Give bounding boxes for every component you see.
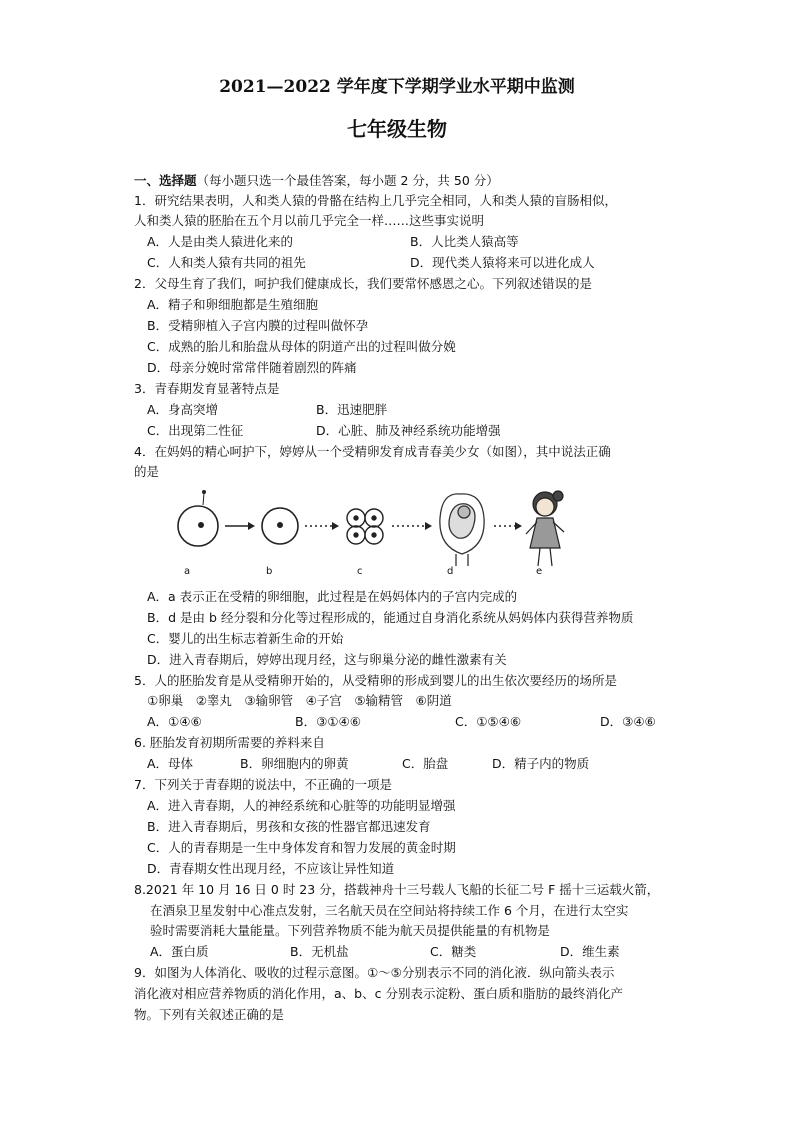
zygote-figure bbox=[262, 508, 298, 544]
fetus-figure bbox=[440, 494, 484, 566]
q2-stem: 2．父母生育了我们，呵护我们健康成长，我们要常怀感恩之心。下列叙述错误的是 bbox=[134, 276, 592, 291]
q8-option-b: B．无机盐 bbox=[290, 944, 349, 959]
figure-label-a: a bbox=[184, 566, 191, 577]
q5-option-a: A．①④⑥ bbox=[147, 714, 202, 729]
q5-option-d: D．③④⑥ bbox=[600, 714, 656, 729]
q7-option-b: B．进入青春期后，男孩和女孩的性器官都迅速发育 bbox=[147, 819, 431, 834]
q3-option-d: D．心脏、肺及神经系统功能增强 bbox=[316, 423, 501, 438]
q2-option-c: C．成熟的胎儿和胎盘从母体的阴道产出的过程叫做分娩 bbox=[147, 339, 456, 354]
q8-option-c: C．糖类 bbox=[430, 944, 477, 959]
arrow-dotted-1 bbox=[305, 522, 339, 530]
q5-items: ①卵巢 ②睾丸 ③输卵管 ④子宫 ⑤输精管 ⑥阴道 bbox=[147, 693, 452, 708]
q5-option-b: B．③①④⑥ bbox=[295, 714, 361, 729]
q1-option-d: D．现代类人猿将来可以进化成人 bbox=[410, 255, 595, 270]
q2-option-d: D．母亲分娩时常常伴随着剧烈的阵痛 bbox=[147, 360, 357, 375]
q8-stem-1: 8.2021 年 10 月 16 日 0 时 23 分，搭载神舟十三号载人飞船的长征二号 F 摇十三运载火箭， bbox=[134, 882, 660, 897]
section-heading-line bbox=[134, 172, 499, 190]
q5-stem: 5．人的胚胎发育是从受精卵开始的，从受精卵的形成到婴儿的出生依次要经历的场所是 bbox=[134, 673, 617, 688]
arrow-dotted-3 bbox=[494, 522, 522, 530]
q3-option-b: B．迅速肥胖 bbox=[316, 402, 388, 417]
q4-option-a: A．a 表示正在受精的卵细胞，此过程是在妈妈体内的子宫内完成的 bbox=[147, 589, 518, 604]
q6-option-b: B．卵细胞内的卵黄 bbox=[240, 756, 349, 771]
q3-option-c: C．出现第二性征 bbox=[147, 423, 244, 438]
q6-option-a: A．母体 bbox=[147, 756, 194, 771]
q8-option-d: D．维生素 bbox=[560, 944, 620, 959]
q7-option-a: A．进入青春期，人的神经系统和心脏等的功能明显增强 bbox=[147, 798, 456, 813]
q5-option-c: C．①⑤④⑥ bbox=[455, 714, 522, 729]
q6-stem: 6. 胚胎发育初期所需要的养料来自 bbox=[134, 735, 325, 750]
q4-option-b: B．d 是由 b 经分裂和分化等过程形成的，能通过自身消化系统从妈妈体内获得营养物质 bbox=[147, 610, 634, 625]
q2-option-a: A．精子和卵细胞都是生殖细胞 bbox=[147, 297, 319, 312]
q1-option-a: A．人是由类人猿进化来的 bbox=[147, 234, 294, 249]
q6-option-c: C．胎盘 bbox=[402, 756, 449, 771]
figure-label-d: d bbox=[447, 566, 454, 577]
exam-title: 2021—2022 学年度下学期学业水平期中监测 bbox=[219, 77, 575, 97]
q1-stem-1: 1．研究结果表明，人和类人猿的骨骼在结构上几乎完全相同，人和类人猿的盲肠相似， bbox=[134, 193, 617, 208]
figure-label-c: c bbox=[357, 566, 363, 577]
q4-option-d: D．进入青春期后，婷婷出现月经，这与卵巢分泌的雌性激素有关 bbox=[147, 652, 507, 667]
q3-option-a: A．身高突增 bbox=[147, 402, 219, 417]
section-heading: 一、选择题 bbox=[134, 173, 197, 188]
q4-option-c: C．婴儿的出生标志着新生命的开始 bbox=[147, 631, 344, 646]
q9-stem-1: 9．如图为人体消化、吸收的过程示意图。①～⑤分别表示不同的消化液．纵向箭头表示 bbox=[134, 965, 615, 980]
q8-stem-2: 在酒泉卫星发射中心准点发射，三名航天员在空间站将持续工作 6 个月，在进行太空实 bbox=[150, 903, 629, 918]
arrow-solid bbox=[225, 522, 255, 530]
q7-stem: 7．下列关于青春期的说法中，不正确的一项是 bbox=[134, 777, 392, 792]
q8-option-a: A．蛋白质 bbox=[150, 944, 209, 959]
section-note: （每小题只选一个最佳答案，每小题 2 分，共 50 分） bbox=[196, 173, 499, 188]
exam-subtitle: 七年级生物 bbox=[347, 117, 447, 141]
q3-stem: 3．青春期发育显著特点是 bbox=[134, 381, 280, 396]
fertilized-egg-figure bbox=[178, 490, 218, 546]
q2-option-b: B．受精卵植入子宫内膜的过程叫做怀孕 bbox=[147, 318, 369, 333]
cell-division-figure bbox=[347, 509, 383, 544]
development-diagram bbox=[160, 488, 580, 578]
girl-figure bbox=[526, 491, 564, 566]
q1-option-b: B．人比类人猿高等 bbox=[410, 234, 519, 249]
q9-stem-2: 消化液对相应营养物质的消化作用，a、b、c 分别表示淀粉、蛋白质和脂肪的最终消化产 bbox=[134, 986, 623, 1001]
q4-stem-1: 4．在妈妈的精心呵护下，婷婷从一个受精卵发育成青春美少女（如图），其中说法正确 bbox=[134, 444, 611, 459]
figure-label-b: b bbox=[266, 566, 273, 577]
q8-stem-3: 验时需要消耗大量能量。下列营养物质不能为航天员提供能量的有机物是 bbox=[150, 923, 551, 938]
q9-stem-3: 物。下列有关叙述正确的是 bbox=[134, 1007, 285, 1022]
figure-label-e: e bbox=[536, 566, 543, 577]
q1-option-c: C．人和类人猿有共同的祖先 bbox=[147, 255, 306, 270]
q1-stem-2: 人和类人猿的胚胎在五个月以前几乎完全一样……这些事实说明 bbox=[134, 213, 485, 228]
q4-stem-2: 的是 bbox=[134, 464, 160, 479]
q7-option-c: C．人的青春期是一生中身体发育和智力发展的黄金时期 bbox=[147, 840, 456, 855]
q7-option-d: D．青春期女性出现月经，不应该让异性知道 bbox=[147, 861, 395, 876]
q6-option-d: D．精子内的物质 bbox=[492, 756, 590, 771]
arrow-dotted-2 bbox=[392, 522, 432, 530]
